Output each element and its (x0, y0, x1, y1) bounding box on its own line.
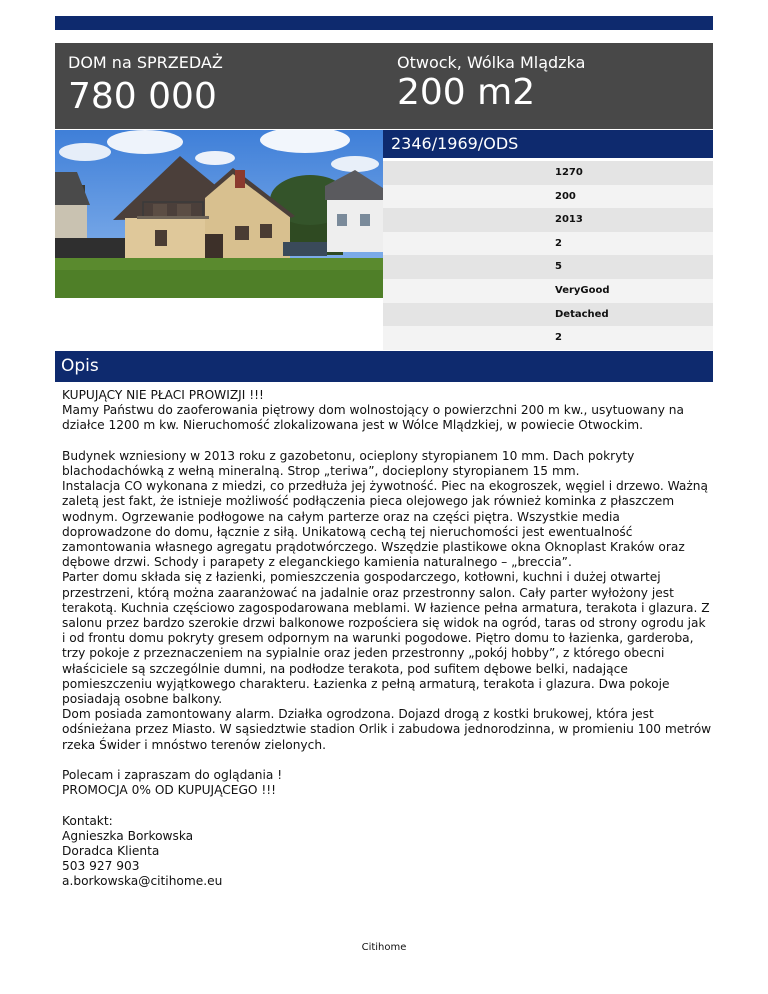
detail-row: 2013 (383, 208, 713, 232)
desc-spacer (62, 434, 712, 449)
detail-row: Detached (383, 303, 713, 327)
contact-email: a.borkowska@citihome.eu (62, 874, 223, 889)
contact-phone: 503 927 903 (62, 859, 140, 874)
detail-row: 5 (383, 255, 713, 279)
detail-row: 200 (383, 185, 713, 209)
reference-number: 2346/1969/ODS (383, 130, 713, 158)
details-list (383, 161, 713, 350)
detail-row: 1270 (383, 161, 713, 185)
listing-price: 780 000 (68, 76, 217, 117)
detail-row: 2 (383, 232, 713, 256)
footer-brand: Citihome (361, 942, 407, 953)
top-accent-bar (55, 16, 713, 30)
listing-area: 200 m2 (397, 72, 536, 113)
description-heading: Opis (55, 351, 713, 382)
desc-spacer (62, 798, 712, 813)
desc-paragraph: Instalacja CO wykonana z miedzi, co przedłuża jej żywotność. Piec na ekogroszek, węgiel i drzewo. Ważną zaletą jest fakt, że istnieje możliwość podłączenia pieca olejowego jak również kominka z płaszczem wodnym. Ogrzewanie podłogowe na całym parterze oraz na części piętra. Wszystkie media doprowadzone do domu, łącznie z siłą. Unikatową cechą tej nieruchomości jest ewentualność zamontowania własnego agregatu prądotwórczego. Wszędzie plastikowe okna Oknoplast Kraków oraz dębowe drzwi. Schody i parapety z eleganckiego kamienia naturalnego – „breccia”. (62, 479, 708, 570)
contact-label: Kontakt: (62, 813, 113, 828)
desc-paragraph: PROMOCJA 0% OD KUPUJĄCEGO !!! (62, 783, 277, 798)
header-left (68, 53, 223, 117)
listing-type: DOM na SPRZEDAŻ (68, 53, 223, 72)
listing-location: Otwock, Wólka Mlądzka (397, 53, 586, 72)
desc-paragraph: Dom posiada zamontowany alarm. Działka ogrodzona. Dojazd drogą z kostki brukowej, która jest odśnieżana przez Miasto. W sąsiedztwie stadion Orlik i zabudowa jednorodzinna, w promieniu 100 metrów rzeka Świder i mnóstwo terenów zielonych. (62, 707, 712, 752)
detail-row: 2 (383, 326, 713, 350)
listing-header (55, 43, 713, 129)
desc-paragraph: Parter domu składa się z łazienki, pomieszczenia gospodarczego, kotłowni, kuchni i dużej otwartej przestrzeni, którą można zaaranżować na jadalnie oraz przestronny salon. Cały parter wyłożony jest terakotą. Kuchnia częściowo zagospodarowana meblami. W łazience pełna armatura, terakota i glazura. Z salonu przez bardzo szerokie drzwi balkonowe rozpościera się widok na ogród, taras od strony ogrodu jak i od frontu domu pokryty gresem odpornym na warunki pogodowe. Piętro domu to łazienka, garderoba, trzy pokoje z przeznaczeniem na sypialnie oraz jeden przestronny „pokój hobby”, z którego obecni właściciele są szczególnie dumni, na podłodze terakota, pod sufitem dębowe belki, nadające pomieszczeniu wyjątkowego charakteru. Łazienka z pełną armaturą, terakota i glazura. Dwa pokoje posiadają osobne balkony. (62, 570, 710, 707)
header-right (397, 53, 585, 113)
contact-name: Agnieszka Borkowska (62, 828, 194, 843)
desc-spacer (62, 753, 712, 768)
desc-paragraph: KUPUJĄCY NIE PŁACI PROWIZJI !!! (62, 388, 264, 402)
house-photo (55, 130, 383, 298)
contact-role: Doradca Klienta (62, 844, 160, 859)
desc-paragraph: Polecam i zapraszam do oglądania ! (62, 768, 283, 783)
desc-paragraph: Mamy Państwu do zaoferowania piętrowy dom wolnostojący o powierzchni 200 m kw., usytuowany na działce 1200 m kw. Nieruchomość zlokalizowana jest w Wólce Mlądzkiej, w powiecie Otwockim. (62, 403, 684, 433)
detail-row: VeryGood (383, 279, 713, 303)
description-body (62, 388, 712, 890)
desc-paragraph: Budynek wzniesiony w 2013 roku z gazobetonu, ocieplony styropianem 10 mm. Dach pokryty blachodachówką z wełną mineralną. Strop „teriwa”, docieplony styropianem 15 mm. (62, 448, 635, 478)
